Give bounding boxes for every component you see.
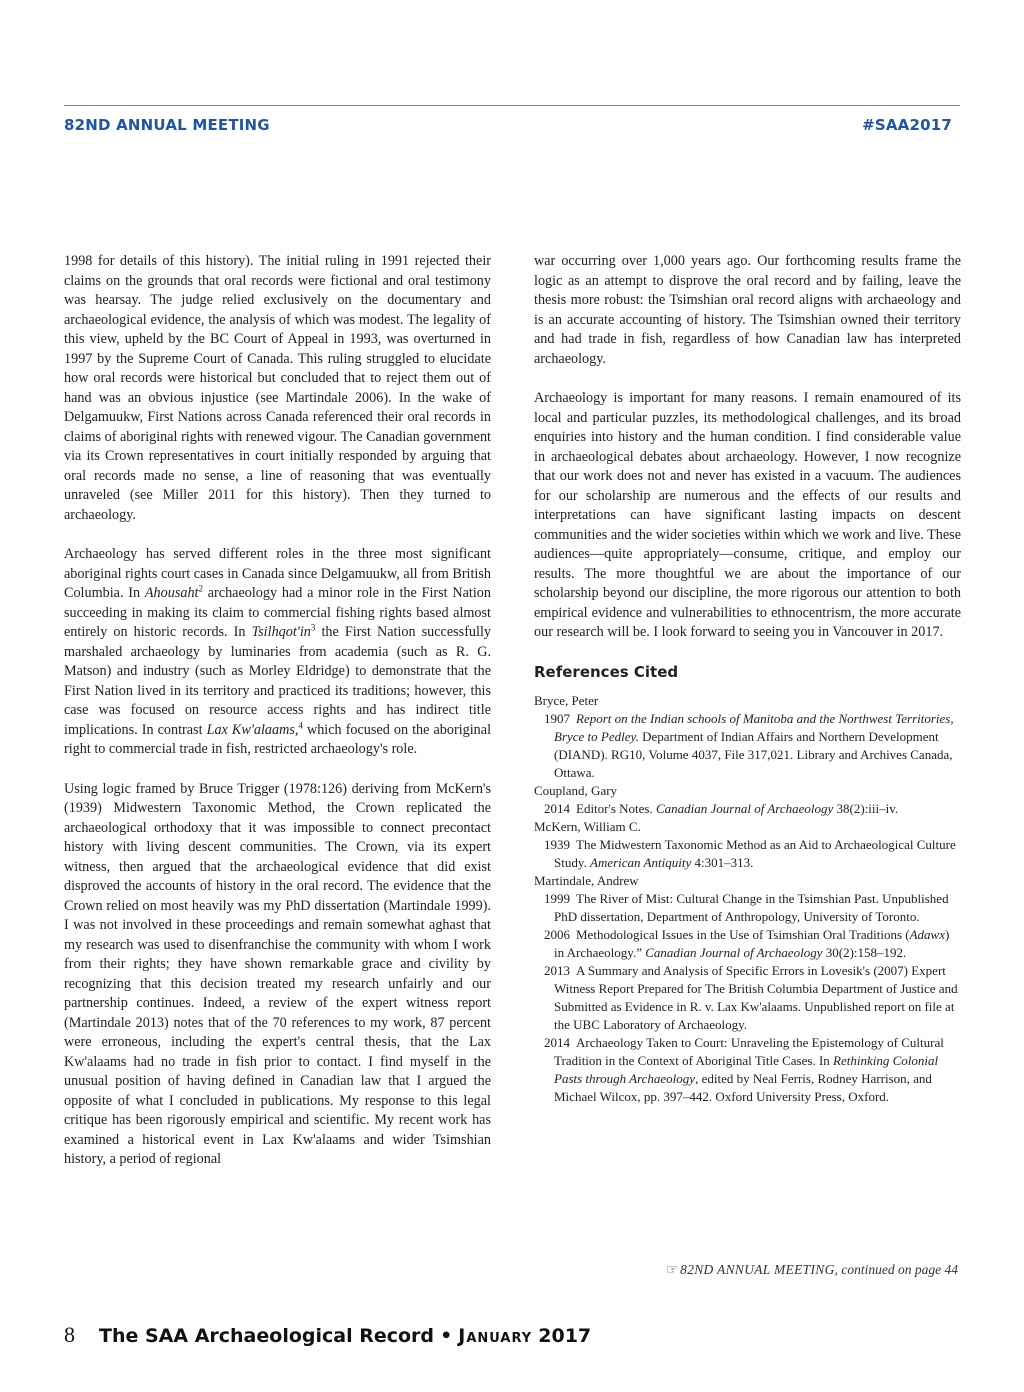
paragraph: 1998 for details of this history). The initial ruling in 1991 rejected their claims on the grounds that oral records were fictional and oral testimony was hearsay. The judge relied exclusively on the documentary and archaeological evidence, the analysis of which was modest. The legality of this view, upheld by the BC Court of Appeal in 1993, was overturned in 1997 by the Supreme Court of Canada. This ruling struggled to elucidate how oral records were historical but concluded that to reject them out of hand was an obvious injustice (see Martindale 2006). In the wake of Delgamuukw, First Nations across Canada referenced their oral records in claims of aboriginal rights with renewed vigour. The Canadian government via its Crown representatives in court initially responded by arguing that oral records made no sense, a line of reasoning that was eventually unraveled (see Miller 2011 for this history). Then they turned to archaeology. xyxy=(64,253,491,523)
page-number: 8 xyxy=(64,1322,75,1347)
page-footer xyxy=(64,1322,591,1348)
ref-entry: 2014 Archaeology Taken to Court: Unraveling the Epistemology of Cultural Tradition in the Context of Aboriginal Title Cases. In Rethinking Colonial Pasts through Archaeology, edited by Neal Ferris, Rodney Harrison, and Michael Wilcox, pp. 397–442. Oxford University Press, Oxford. xyxy=(544,1035,944,1104)
left-column xyxy=(64,252,491,1190)
header-rule xyxy=(64,105,960,106)
paragraph: Using logic framed by Bruce Trigger (1978:126) deriving from McKern's (1939) Midwestern Taxonomic Method, the Crown replicated the archaeological orthodoxy that it was impossible to connect precontact history with living descent communities. The Crown, via its expert witness, then argued that the archaeological evidence that did exist disproved the accounts of history in the oral record. The evidence that the Crown relied on most heavily was my PhD dissertation (Martindale 1999). I was not involved in these proceedings and remain somewhat aghast that my research was used to disenfranchise the community with whom I work from their rights; they have shown remarkable grace and civility by recognizing that this decision treated my research unfairly and our partnership continues. Indeed, a review of the expert witness report (Martindale 2013) notes that of the 70 references to my work, 87 percent were erroneous, including the expert's central thesis, that the Lax Kw'alaams had no trade in fish prior to contact. I find myself in the unusual position of having defined in Canadian law that I argued the opposite of what I concluded in publications. My response to this legal critique has been rigorously empirical and scientific. My recent work has examined a historical event in Lax Kw'alaams and wider Tsimshian history, a period of regional xyxy=(64,780,491,1167)
ref-author: Coupland, Gary xyxy=(534,783,618,798)
paragraph: Archaeology is important for many reasons. I remain enamoured of its local and particular puzzles, its methodological challenges, and its broad enquiries into history and the human condition. I find considerable value in archaeological debates about archaeology. However, I now recognize that our work does not and never has existed in a vacuum. The audiences for our scholarship are numerous and the effects of our results and interpretations can have significant lasting impacts on descent communities and the wider societies within which we work and live. These audiences—quite appropriately—consume, critique, and employ our results. The more thoughtful we are about the importance of our scholarship beyond our discipline, the more rigorous our attention to both empirical evidence and vulnerabilities to ethnocentrism, the more accurate our research will be. I look forward to seeing you in Vancouver in 2017. xyxy=(534,390,961,640)
issue-year: 2017 xyxy=(538,1325,592,1347)
case-name: Lax Kw'alaams, xyxy=(206,721,299,738)
ref-author: McKern, William C. xyxy=(534,819,641,834)
ref-entry: 1907 Report on the Indian schools of Manitoba and the Northwest Territories, Bryce to Pedley. Department of Indian Affairs and Northern Development (DIAND). RG10, Volume 4037, File 317,021. Library and Archives Canada, Ottawa. xyxy=(544,711,954,780)
footnote-ref: 3 xyxy=(310,622,316,633)
ref-author: Bryce, Peter xyxy=(534,693,599,708)
footer-bullet: • xyxy=(440,1325,453,1347)
ref-entry: 2014 Editor's Notes. Canadian Journal of Archaeology 38(2):iii–iv. xyxy=(544,801,899,816)
running-header-left: 82ND ANNUAL MEETING xyxy=(64,116,270,134)
issue-month: January xyxy=(458,1325,533,1347)
ref-entry: 1939 The Midwestern Taxonomic Method as an Aid to Archaeological Culture Study. American Antiquity 4:301–313. xyxy=(544,837,956,870)
ref-entry: 2006 Methodological Issues in the Use of Tsimshian Oral Traditions (Adawx) in Archaeology.” Canadian Journal of Archaeology 30(2):158–192. xyxy=(544,927,950,960)
case-name: Ahousaht xyxy=(144,585,199,601)
continued-notice: ☞ 82ND ANNUAL MEETING, continued on page 44 xyxy=(666,1262,958,1277)
pointing-hand-icon: ☞ xyxy=(666,1262,679,1277)
running-header-right: #SAA2017 xyxy=(862,116,952,134)
ref-author: Martindale, Andrew xyxy=(534,873,639,888)
footnote-ref: 2 xyxy=(198,583,203,594)
references-title: References Cited xyxy=(534,662,679,681)
ref-entry: 2013 A Summary and Analysis of Specific Errors in Lovesik's (2007) Expert Witness Report Prepared for The British Columbia Department of Justice and Submitted as Evidence in R. v. Lax Kw'alaams. Unpublished report on file at the UBC Laboratory of Archaeology. xyxy=(544,963,958,1032)
right-column xyxy=(534,252,961,1106)
paragraph: Archaeology has served different roles in the three most significant aboriginal rights court cases in Canada since Delgamuukw, all from British Columbia. In Ahousaht$^2$ archaeology had a minor role in the First Nation succeeding in making its claim to commercial fishing rights based almost entirely on historic records. In $Tsilhqot'in^3$ the First Nation successfully marshaled archaeology by luminaries from academia (such as R. G. Matson) and industry (such as Morley Eldridge) to demonstrate that the First Nation lived in its territory and practiced its traditions; however, this case was focused on resource access rights and has indirect title implications. In contrast Lax Kw'alaams,$^4$ which focused on the aboriginal right to commercial trade in fish, restricted archaeology's role. xyxy=(64,546,492,757)
publication-title: The SAA Archaeological Record xyxy=(99,1325,435,1347)
footnote-ref: 4 xyxy=(298,719,303,730)
ref-entry: 1999 The River of Mist: Cultural Change in the Tsimshian Past. Unpublished PhD dissertation, Department of Anthropology, University of Toronto. xyxy=(544,891,949,924)
paragraph: war occurring over 1,000 years ago. Our forthcoming results frame the logic as an attempt to disprove the oral record and by failing, leave the thesis more robust: the Tsimshian oral record aligns with archaeology and is an accurate accounting of history. The Tsimshian owned their territory and had trade in fish, regardless of how Canadian law has interpreted archaeology. xyxy=(534,253,961,367)
case-name: Tsilhqot'in xyxy=(251,624,311,640)
references-list xyxy=(534,692,961,1106)
